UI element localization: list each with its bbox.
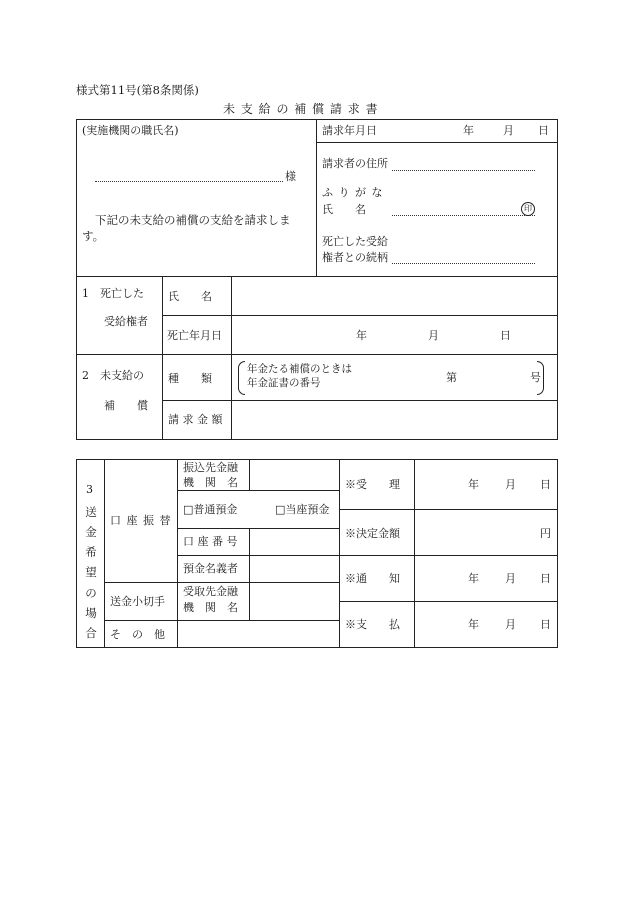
request-date-month: 月 [503, 124, 514, 137]
receipt-year: 年 [468, 478, 479, 491]
account-holder-field[interactable] [250, 556, 339, 582]
account-number-label: 口 座 番 号 [183, 535, 238, 548]
other-field[interactable] [178, 621, 339, 647]
account-holder-label: 預金名義者 [183, 562, 238, 575]
request-text-line2: す。 [82, 229, 105, 243]
other-label: そ の 他 [110, 628, 165, 641]
section3-number: 3 [86, 483, 93, 496]
paren-right [537, 361, 544, 395]
relation-label-line1: 死亡した受給 [322, 235, 388, 248]
receipt-day: 日 [540, 478, 551, 491]
pension-text-line1: 年金たる補償のときは [247, 363, 352, 375]
decision-amount-yen: 円 [540, 527, 551, 540]
request-date-year: 年 [463, 124, 474, 137]
address-label: 請求者の住所 [322, 157, 388, 170]
notice-day: 日 [540, 572, 551, 585]
payment-day: 日 [540, 618, 551, 631]
ordinary-deposit-checkbox[interactable]: □普通預金 [183, 503, 238, 516]
remittance-check-label: 送金小切手 [110, 595, 165, 608]
section1-label-line2: 受給権者 [104, 315, 148, 328]
agency-name-field[interactable] [95, 181, 283, 182]
payment-month: 月 [505, 618, 516, 631]
notice-label: ※通 知 [345, 572, 400, 585]
relation-label-line2: 権者との続柄 [322, 251, 388, 264]
receiving-bank-field[interactable] [250, 583, 339, 620]
paren-left [238, 361, 245, 395]
decision-amount-label: ※決定金額 [345, 527, 400, 540]
account-number-field[interactable] [250, 529, 339, 555]
receiving-bank-line2: 機 関 名 [183, 601, 238, 614]
form-title: 未 支 給 の 補 償 請 求 書 [223, 102, 379, 116]
current-deposit-checkbox[interactable]: □当座預金 [275, 503, 330, 516]
type-label: 種 類 [168, 372, 212, 385]
receipt-label: ※受 理 [345, 478, 400, 491]
pension-dai: 第 [446, 371, 457, 384]
pension-go: 号 [530, 371, 541, 384]
receiving-bank-line1: 受取先金融 [183, 585, 238, 598]
section2-label-line2: 補 償 [104, 399, 148, 412]
amount-label: 請 求 金 額 [168, 413, 223, 426]
section3-vertical-label: 送 金 希 望 の 場 合 [85, 505, 97, 640]
request-date-label: 請求年月日 [322, 124, 377, 137]
notice-year: 年 [468, 572, 479, 585]
sama-suffix: 様 [285, 170, 296, 183]
relation-field[interactable] [392, 263, 535, 264]
bank-label-line2: 機 関 名 [183, 476, 238, 489]
account-transfer-label: 口 座 振 替 [110, 514, 172, 527]
address-field[interactable] [392, 170, 535, 171]
payment-year: 年 [468, 618, 479, 631]
request-text-line1: 下記の未支給の補償の支給を請求しま [95, 213, 291, 227]
section1-label-line1: 1 死亡した [82, 287, 144, 300]
agency-name-label: (実施機関の職氏名) [82, 124, 179, 137]
death-date-month: 月 [428, 329, 439, 342]
deceased-name-label: 氏 名 [168, 290, 212, 303]
name-field[interactable] [392, 215, 535, 216]
section2-label-line1: 2 未支給の [82, 369, 144, 382]
form-number: 様式第11号(第8条関係) [76, 83, 199, 97]
amount-field[interactable] [232, 401, 557, 439]
pension-text-line2: 年金証書の番号 [247, 377, 321, 389]
receipt-month: 月 [505, 478, 516, 491]
furigana-label: ふ り が な [322, 186, 384, 199]
name-label: 氏 名 [322, 203, 366, 216]
death-date-year: 年 [356, 329, 367, 342]
death-date-day: 日 [500, 329, 511, 342]
bank-name-field[interactable] [250, 460, 339, 490]
payment-label: ※支 払 [345, 618, 400, 631]
seal-mark: 印 [521, 202, 535, 216]
notice-month: 月 [505, 572, 516, 585]
bank-label-line1: 振込先金融 [183, 461, 238, 474]
deceased-name-field[interactable] [232, 277, 557, 315]
death-date-label: 死亡年月日 [167, 329, 222, 342]
request-date-day: 日 [538, 124, 549, 137]
